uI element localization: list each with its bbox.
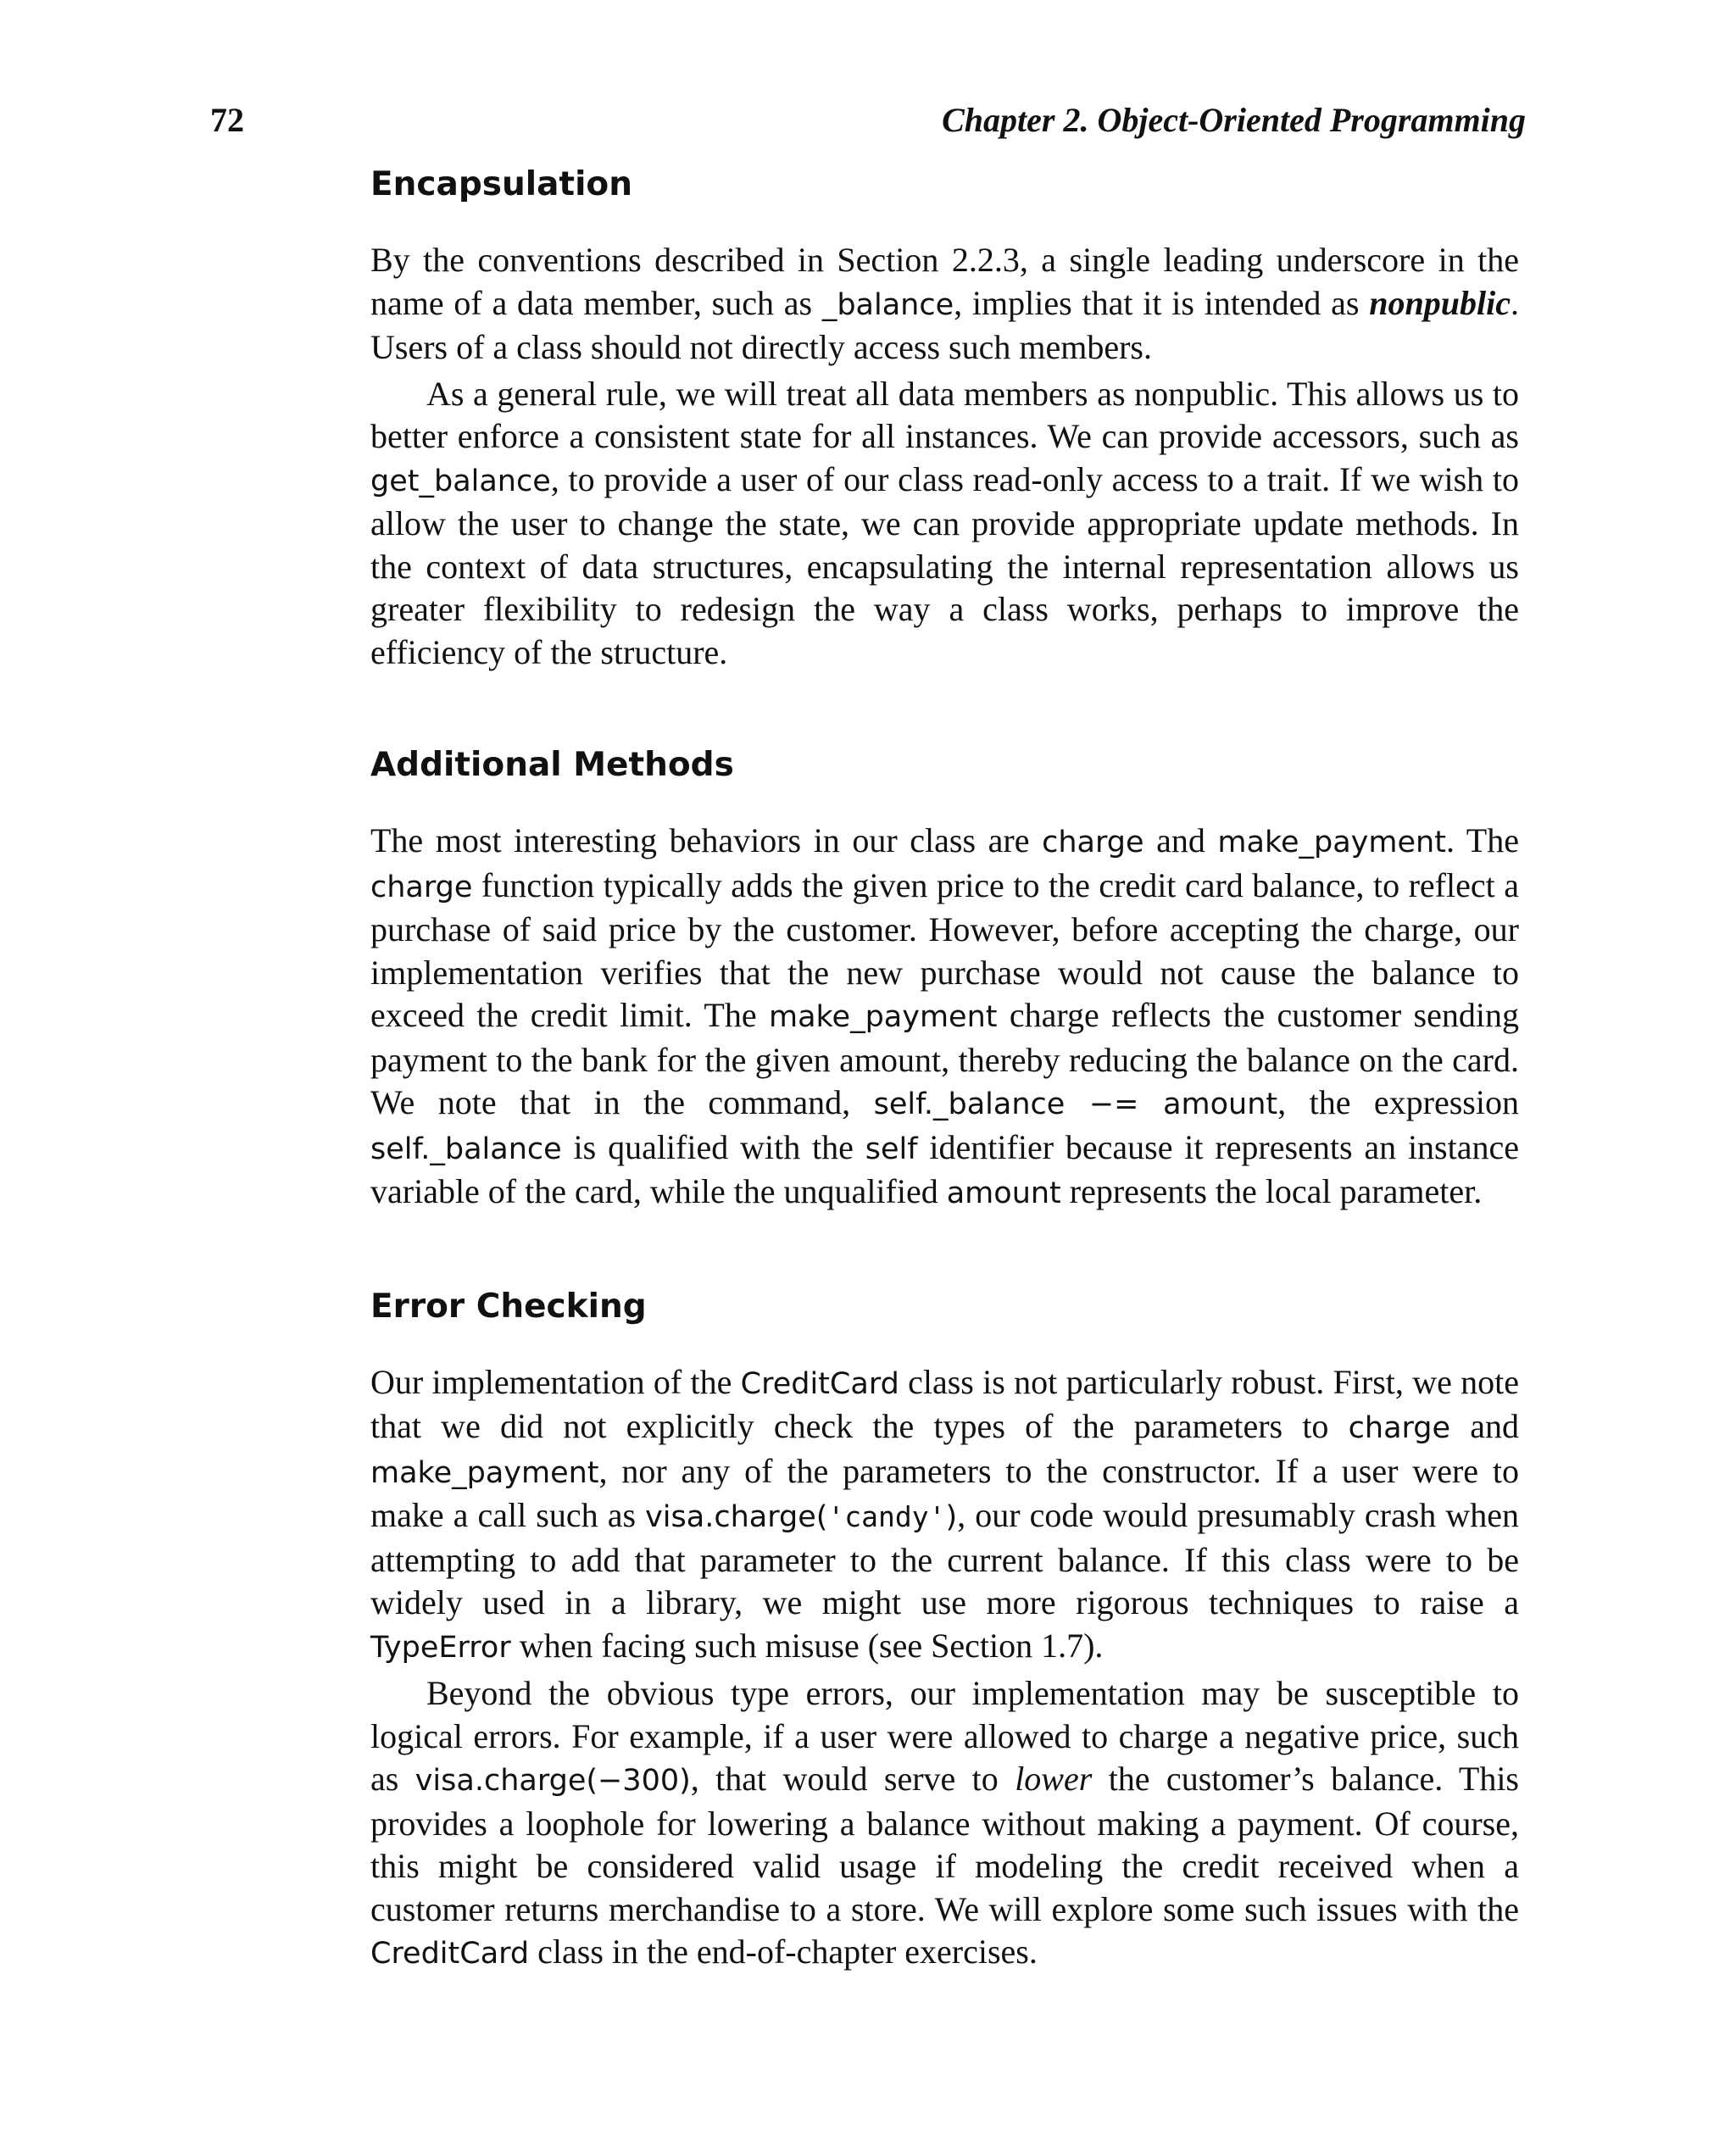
page-number: 72 — [210, 101, 244, 139]
section-heading: Encapsulation — [370, 165, 632, 203]
code-term: _balance — [821, 287, 954, 322]
code-term: CreditCard — [370, 1937, 530, 1971]
emphasis: lower — [1015, 1760, 1093, 1798]
code-term: charge — [1042, 826, 1144, 859]
code-term: self._balance — [370, 1132, 562, 1166]
code-term: make_payment — [370, 1455, 599, 1490]
code-term: charge — [1348, 1411, 1451, 1445]
emphasis: nonpublic — [1369, 283, 1511, 322]
section-heading: Error Checking — [370, 1287, 647, 1326]
paragraph: Our implementation of the CreditCard class is not particularly robust. First, we note that we did not explicitly check the types of the parameters to charge and make_payment, nor any of the parameters to the constructor. If a user were to make a call such as visa.charge('candy'), our code would presumably crash when attempting to add that parameter to the current balance. If this class were to be widely used in a library, we might use more rigorous techniques to raise a TypeError when facing such misuse (see Section 1.7). — [370, 1362, 1520, 1665]
paragraph: By the conventions described in Section 2.2.3, a single leading underscore in the name of a data member, such as _balance, implies that it is intended as nonpublic. Users of a class should not directly access such members. — [370, 241, 1519, 366]
chapter-title: Chapter 2. Object-Oriented Programming — [942, 101, 1526, 139]
string-literal: 'candy' — [827, 1500, 946, 1533]
code-term: visa.charge( — [645, 1500, 828, 1534]
code-term: visa.charge(−300) — [415, 1764, 691, 1798]
code-term: amount — [946, 1176, 1061, 1210]
paragraph: Beyond the obvious type errors, our implementation may be susceptible to logical errors. For example, if a user were allowed to charge a negative price, such as visa.charge(−300), that would serve to lower the customer’s balance. This provides a loophole for lowering a balance without making a payment. Of course, this might be considered valid usage if modeling the credit received when a customer returns merchandise to a store. We will explore some such issues with the CreditCard class in the end-of-chapter exercises. — [370, 1674, 1519, 1971]
code-term: self._balance −= amount — [873, 1087, 1278, 1121]
code-term: self — [865, 1132, 918, 1166]
section-additional-methods — [370, 742, 1519, 1215]
code-term: CreditCard — [740, 1366, 899, 1401]
body-text — [370, 161, 1519, 2044]
section-error-checking — [370, 1283, 1519, 1976]
code-term: TypeError — [370, 1630, 511, 1665]
section-heading: Additional Methods — [370, 746, 734, 784]
running-header — [210, 95, 1526, 146]
code-term: get_balance — [370, 464, 551, 498]
section-encapsulation — [370, 161, 1519, 674]
code-term: make_payment — [768, 1000, 998, 1034]
paragraph: As a general rule, we will treat all data members as nonpublic. This allows us to better enforce a consistent state for all instances. We can provide accessors, such as get_balance, to provide a user of our class read-only access to a trait. If we wish to allow the user to change the state, we can provide appropriate update methods. In the context of data structures, encapsulating the internal representation allows us greater flexibility to redesign the way a class works, perhaps to improve the efficiency of the structure. — [370, 374, 1519, 671]
paragraph: The most interesting behaviors in our class are charge and make_payment. The charge function typically adds the given price to the credit card balance, to reflect a purchase of said price by the customer. However, before accepting the charge, our implementation verifies that the new purchase would not cause the balance to exceed the credit limit. The make_payment charge reflects the customer sending payment to the bank for the given amount, thereby reducing the balance on the card. We note that in the command, self._balance −= amount, the expression self._balance is qualified with the self identifier because it represents an instance variable of the card, while the unqualified amount represents the local parameter. — [370, 821, 1519, 1210]
code-term: charge — [370, 870, 473, 904]
code-term: ) — [945, 1500, 958, 1534]
code-term: make_payment — [1217, 826, 1446, 859]
